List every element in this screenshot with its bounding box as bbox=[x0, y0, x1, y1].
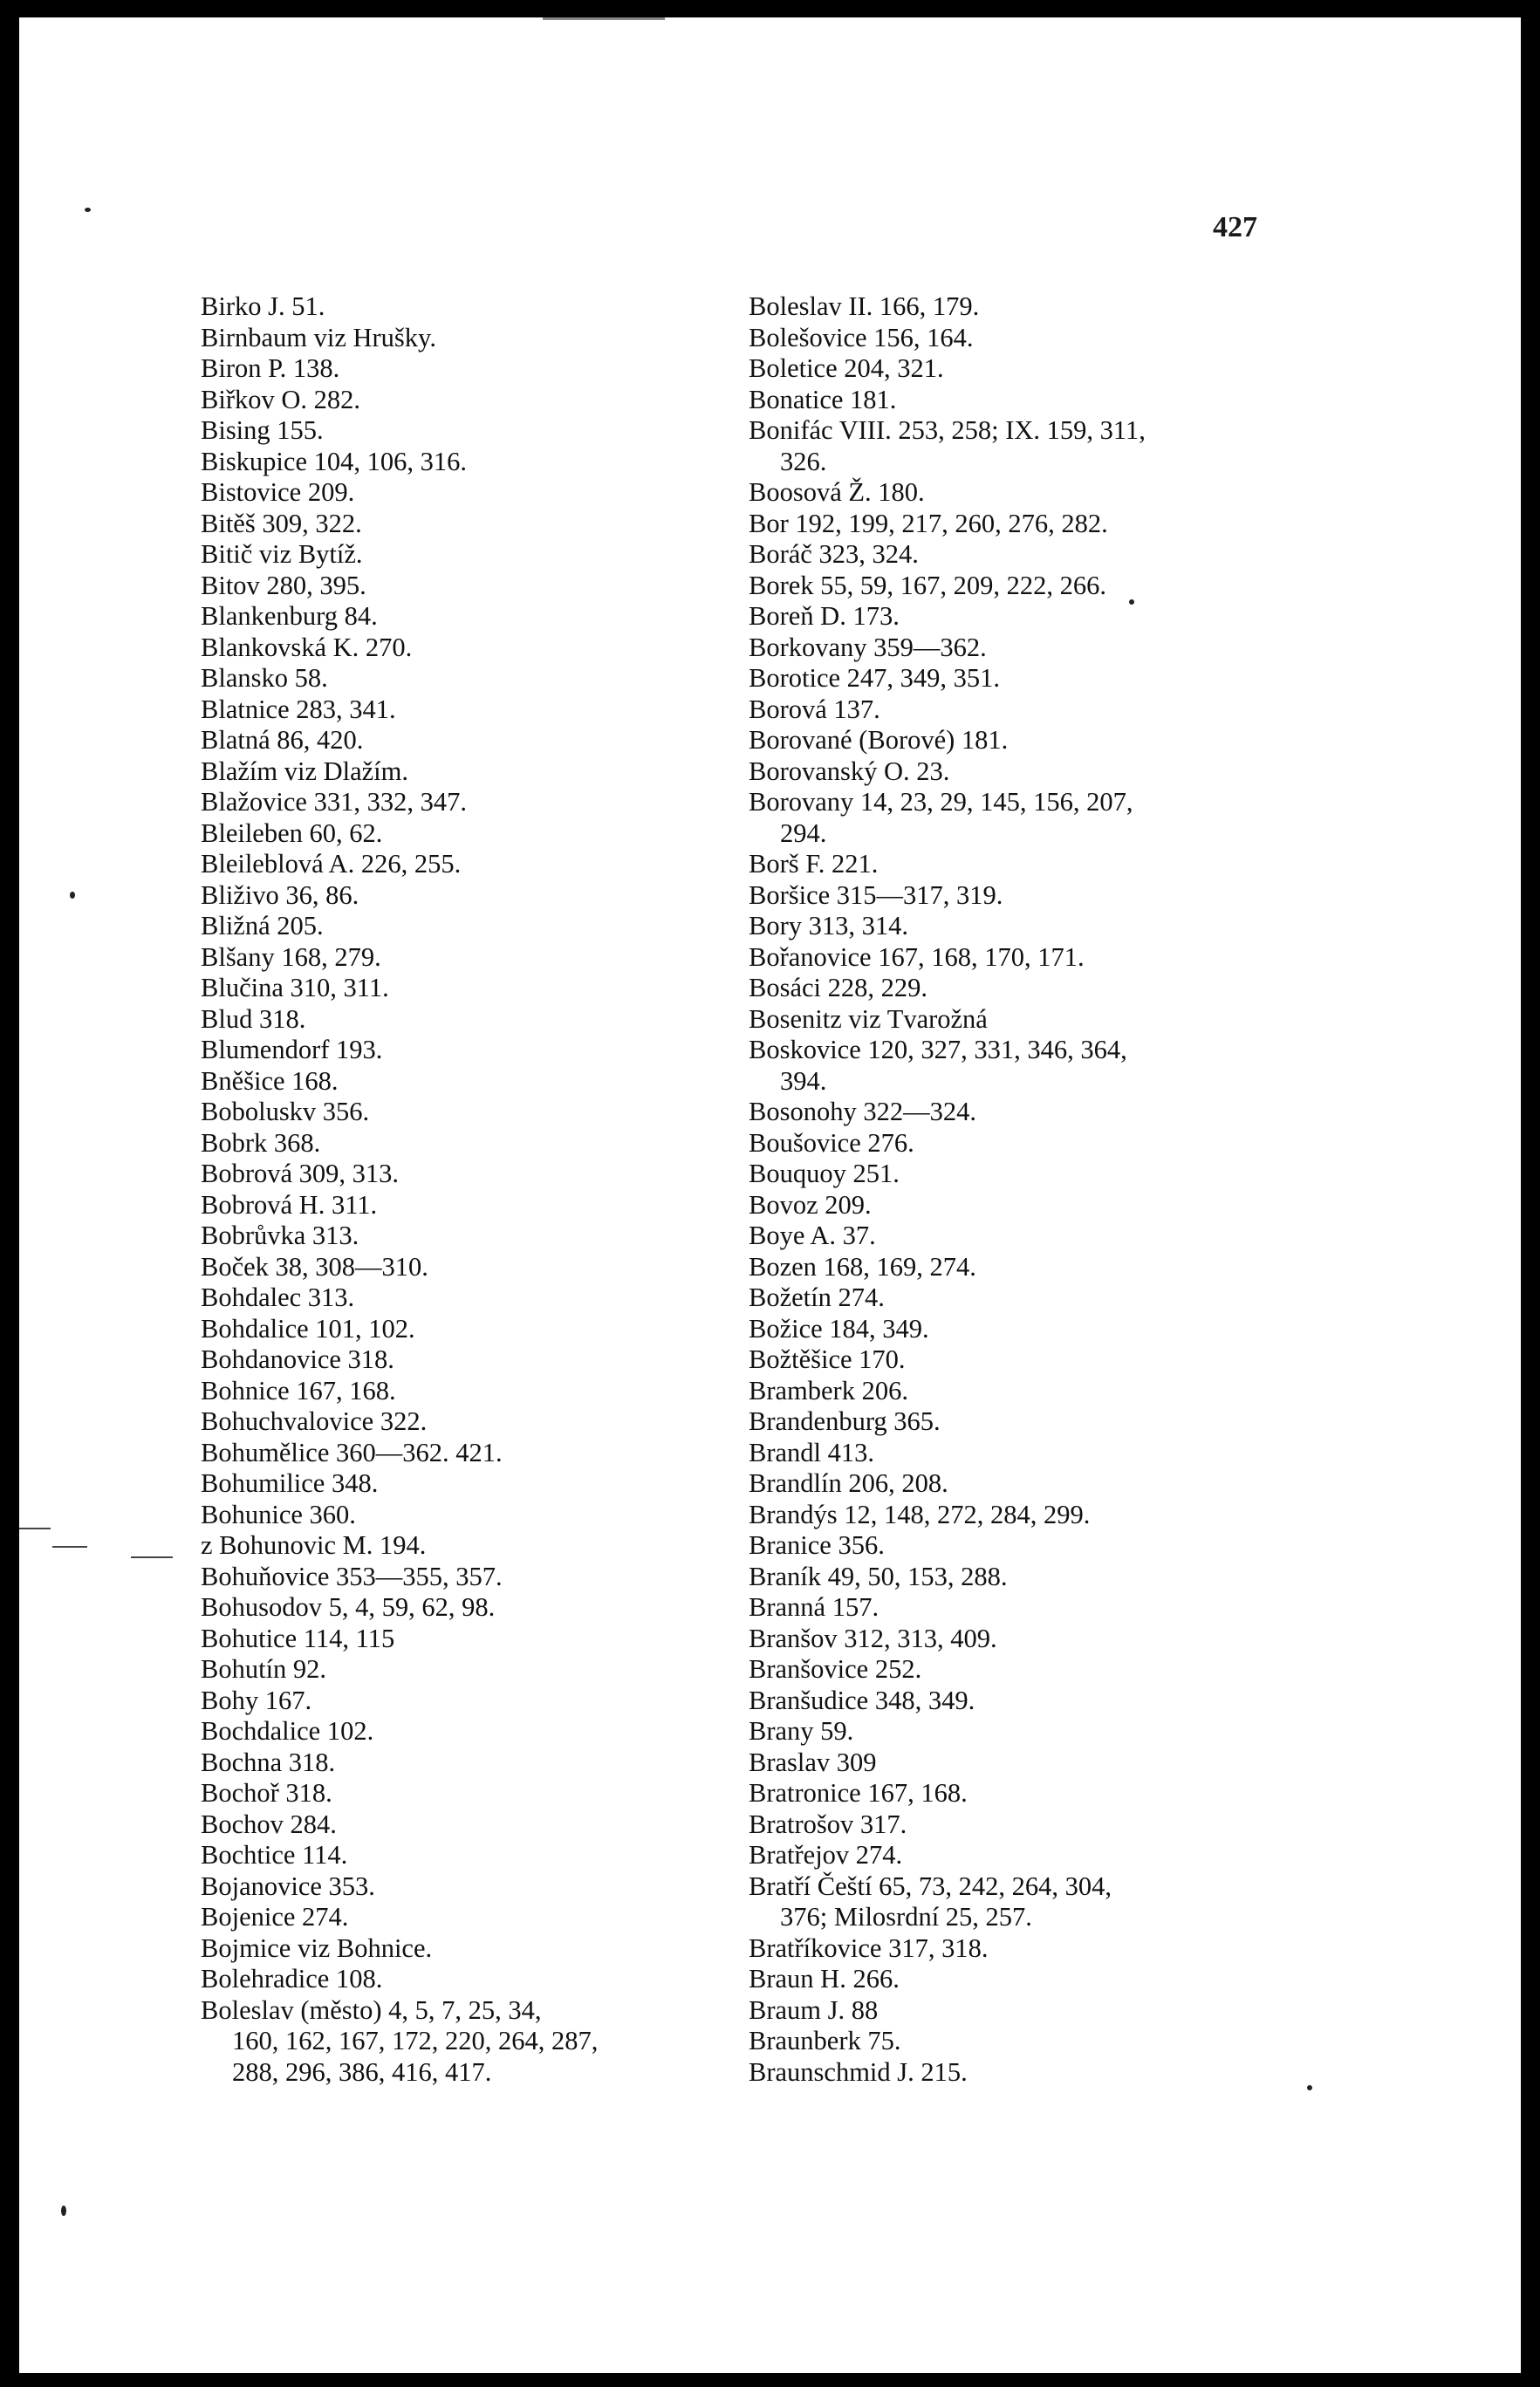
index-entry: Bitič viz Bytíž. bbox=[201, 539, 363, 569]
index-entry: Blankovská K. 270. bbox=[201, 632, 413, 662]
index-entry: Biron P. 138. bbox=[201, 353, 340, 383]
index-entry: Boye A. 37. bbox=[749, 1221, 876, 1250]
index-entry: Bojanovice 353. bbox=[201, 1871, 375, 1901]
index-entry: Braslav 309 bbox=[749, 1747, 877, 1777]
index-entry: Bobrůvka 313. bbox=[201, 1221, 359, 1250]
page-edge-mark bbox=[543, 17, 665, 20]
index-entry: Blatnice 283, 341. bbox=[201, 694, 396, 724]
index-entry: Bochov 284. bbox=[201, 1809, 337, 1839]
index-entry: Biskupice 104, 106, 316. bbox=[201, 446, 467, 476]
index-entry: Bleileblová A. 226, 255. bbox=[201, 849, 462, 879]
index-entry: Bobrk 368. bbox=[201, 1127, 321, 1158]
index-entry: Bohusodov 5, 4, 59, 62, 98. bbox=[201, 1592, 496, 1622]
index-entry: Bor 192, 199, 217, 260, 276, 282. bbox=[749, 508, 1108, 538]
index-entry: Brandýs 12, 148, 272, 284, 299. bbox=[749, 1499, 1091, 1529]
print-speck bbox=[61, 2206, 66, 2216]
index-entry: Boletice 204, 321. bbox=[749, 353, 944, 383]
index-entry: Borovanský O. 23. bbox=[749, 756, 950, 786]
index-entry: Bozen 168, 169, 274. bbox=[749, 1251, 976, 1282]
index-entry: Bohdalice 101, 102. bbox=[201, 1313, 415, 1344]
index-entry: Boreň D. 173. bbox=[749, 601, 900, 631]
index-entry: Branšovice 252. bbox=[749, 1654, 922, 1684]
index-entry: Bohumilice 348. bbox=[201, 1468, 379, 1498]
index-entry: Bněšice 168. bbox=[201, 1065, 339, 1096]
index-column-right bbox=[749, 291, 1324, 2088]
index-entry: Braum J. 88 bbox=[749, 1994, 879, 2025]
index-entry: Bochna 318. bbox=[201, 1747, 336, 1777]
index-entry: Bojmice viz Bohnice. bbox=[201, 1932, 433, 1963]
index-entry: Bohuchvalovice 322. bbox=[201, 1406, 428, 1436]
index-entry: Blažovice 331, 332, 347. bbox=[201, 787, 467, 817]
index-entry: Bořanovice 167, 168, 170, 171. bbox=[749, 941, 1085, 972]
index-entry: Bory 313, 314. bbox=[749, 911, 908, 940]
index-entry: Bitov 280, 395. bbox=[201, 570, 366, 600]
index-entry: Bohunice 360. bbox=[201, 1499, 356, 1529]
print-speck bbox=[1129, 599, 1134, 605]
index-entry: Blučina 310, 311. bbox=[201, 973, 389, 1002]
print-speck bbox=[85, 208, 91, 212]
index-entry: Bramberk 206. bbox=[749, 1375, 908, 1406]
index-entry: Bliživo 36, 86. bbox=[201, 879, 359, 910]
index-entry: Bochdalice 102. bbox=[201, 1716, 374, 1746]
index-entry: Bovoz 209. bbox=[749, 1189, 872, 1220]
print-mark bbox=[52, 1546, 87, 1548]
index-entry: Bratříkovice 317, 318. bbox=[749, 1932, 989, 1963]
index-entry: Bouquoy 251. bbox=[749, 1159, 900, 1188]
print-mark bbox=[19, 1528, 51, 1529]
index-entry: Birko J. 51. bbox=[201, 291, 325, 321]
index-entry: Boršice 315—317, 319. bbox=[749, 879, 1003, 910]
index-entry: Bohnice 167, 168. bbox=[201, 1375, 396, 1406]
index-entry: Bochoř 318. bbox=[201, 1778, 332, 1808]
page-number: 427 bbox=[1213, 211, 1257, 243]
print-mark bbox=[131, 1556, 173, 1558]
index-entry: Bosáci 228, 229. bbox=[749, 973, 928, 1002]
index-entry: Biřkov O. 282. bbox=[201, 384, 360, 414]
index-entry: Bohuňovice 353—355, 357. bbox=[201, 1561, 503, 1591]
index-entry: Bližná 205. bbox=[201, 911, 324, 940]
index-entry: Bosonohy 322—324. bbox=[749, 1097, 976, 1126]
index-entry: Borš F. 221. bbox=[749, 849, 879, 879]
index-entry: Božice 184, 349. bbox=[749, 1313, 929, 1344]
index-entry: Borek 55, 59, 167, 209, 222, 266. bbox=[749, 570, 1107, 600]
index-entry: Blšany 168, 279. bbox=[201, 941, 381, 972]
book-page bbox=[19, 17, 1521, 2373]
index-entry: Blud 318. bbox=[201, 1003, 306, 1034]
index-entry: Bitěš 309, 322. bbox=[201, 508, 362, 538]
index-entry: Branná 157. bbox=[749, 1592, 880, 1622]
index-entry: Blumendorf 193. bbox=[201, 1035, 383, 1064]
index-entry: Bistovice 209. bbox=[201, 477, 355, 507]
index-entry: Blankenburg 84. bbox=[201, 601, 378, 631]
print-speck bbox=[70, 892, 75, 899]
index-entry: Bohdanovice 318. bbox=[201, 1344, 394, 1374]
index-column-left bbox=[201, 291, 768, 2088]
index-entry: Branšov 312, 313, 409. bbox=[749, 1623, 997, 1653]
index-entry: Bojenice 274. bbox=[201, 1902, 349, 1932]
index-entry: Borovany 14, 23, 29, 145, 156, 207, 294. bbox=[749, 787, 1133, 848]
index-entry: Brandenburg 365. bbox=[749, 1406, 941, 1436]
index-entry: Brandlín 206, 208. bbox=[749, 1468, 948, 1498]
index-entry: Borová 137. bbox=[749, 694, 880, 724]
index-entry: Bohutice 114, 115 bbox=[201, 1623, 395, 1653]
index-entry: Blansko 58. bbox=[201, 663, 328, 693]
index-entry: Boboluskv 356. bbox=[201, 1097, 370, 1126]
index-entry: Borkovany 359—362. bbox=[749, 632, 987, 662]
index-entry: Boček 38, 308—310. bbox=[201, 1251, 428, 1282]
index-entry: Bohutín 92. bbox=[201, 1654, 327, 1684]
index-entry: Bleileben 60, 62. bbox=[201, 817, 383, 848]
index-entry: Bonatice 181. bbox=[749, 384, 897, 414]
index-entry: Bratří Čeští 65, 73, 242, 264, 304, 376; Milosrdní 25, 257. bbox=[749, 1871, 1112, 1932]
index-entry: Brany 59. bbox=[749, 1716, 854, 1746]
index-entry: Bolehradice 108. bbox=[201, 1964, 383, 1994]
print-speck bbox=[1307, 2085, 1312, 2090]
index-entry: Bonifác VIII. 253, 258; IX. 159, 311, 326. bbox=[749, 415, 1146, 476]
index-entry: Bratrošov 317. bbox=[749, 1809, 907, 1839]
index-entry: Brandl 413. bbox=[749, 1437, 875, 1467]
index-entry: Birnbaum viz Hrušky. bbox=[201, 322, 436, 352]
index-entry: Bratronice 167, 168. bbox=[749, 1778, 968, 1808]
index-entry: Branice 356. bbox=[749, 1530, 885, 1560]
index-entry: Boosová Ž. 180. bbox=[749, 477, 925, 507]
index-entry: Bratřejov 274. bbox=[749, 1840, 903, 1870]
index-entry: Borované (Borové) 181. bbox=[749, 725, 1009, 755]
index-entry: Božetín 274. bbox=[749, 1282, 885, 1312]
index-entry: Boskovice 120, 327, 331, 346, 364, 394. bbox=[749, 1035, 1127, 1096]
index-entry: Braunschmid J. 215. bbox=[749, 2056, 968, 2087]
index-entry: Boušovice 276. bbox=[749, 1127, 914, 1158]
index-entry: Branšudice 348, 349. bbox=[749, 1685, 975, 1715]
index-entry: Boleslav (město) 4, 5, 7, 25, 34, 160, 162, 167, 172, 220, 264, 287, 288, 296, 386, 416, 417. bbox=[201, 1994, 599, 2087]
index-entry: Borotice 247, 349, 351. bbox=[749, 663, 1001, 693]
index-entry: Braun H. 266. bbox=[749, 1964, 900, 1994]
index-entry: Bobrová 309, 313. bbox=[201, 1159, 400, 1188]
index-entry: Bolešovice 156, 164. bbox=[749, 322, 974, 352]
index-entry: Bochtice 114. bbox=[201, 1840, 348, 1870]
index-entry: Bohy 167. bbox=[201, 1685, 312, 1715]
index-entry: Bohdalec 313. bbox=[201, 1282, 355, 1312]
index-entry: Blažím viz Dlažím. bbox=[201, 756, 408, 786]
index-entry: Blatná 86, 420. bbox=[201, 725, 364, 755]
index-entry: Braník 49, 50, 153, 288. bbox=[749, 1561, 1008, 1591]
index-entry: Bosenitz viz Tvarožná bbox=[749, 1003, 988, 1034]
index-entry: Bobrová H. 311. bbox=[201, 1189, 378, 1220]
index-entry: Božtěšice 170. bbox=[749, 1344, 906, 1374]
index-entry: Boleslav II. 166, 179. bbox=[749, 291, 980, 321]
index-entry: z Bohunovic M. 194. bbox=[201, 1530, 427, 1560]
index-entry: Braunberk 75. bbox=[749, 2026, 901, 2055]
index-entry: Bising 155. bbox=[201, 415, 324, 445]
index-entry: Boráč 323, 324. bbox=[749, 539, 919, 569]
index-entry: Bohumělice 360—362. 421. bbox=[201, 1437, 503, 1467]
